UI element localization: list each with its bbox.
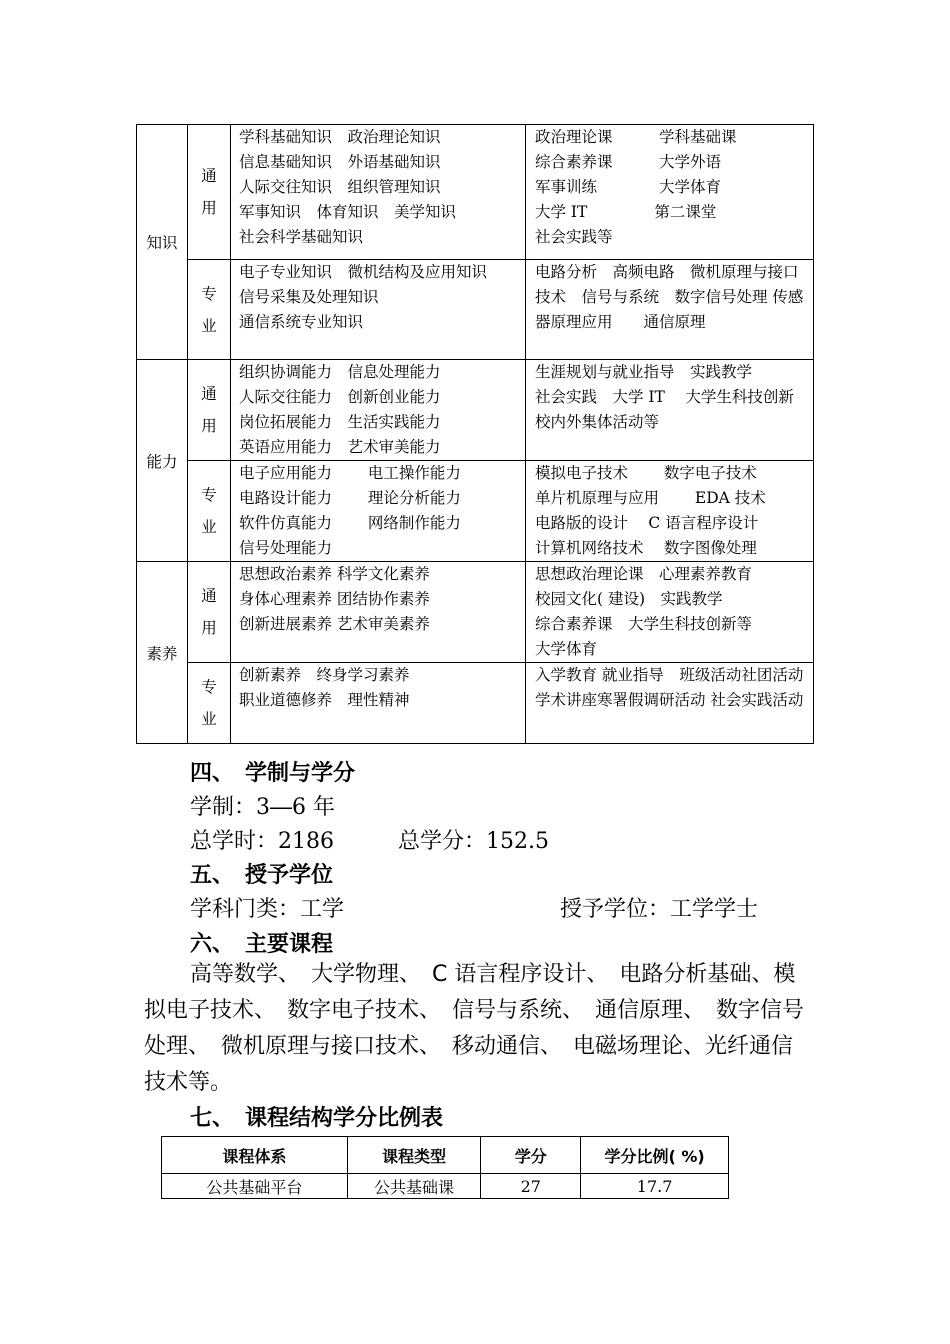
knowledge-major-courses: 电路分析 高频电路 微机原理与接口技术 信号与系统 数字信号处理 传感器原理应用 通信原理 [526, 260, 814, 360]
column-header: 课程类型 [347, 1137, 481, 1174]
table-cell: 公共基础课 [347, 1174, 481, 1199]
table-header-row [162, 1137, 729, 1174]
quality-major-items: 创新素养 终身学习素养 职业道德修养 理性精神 [231, 663, 526, 744]
category-label: 素养 [146, 644, 178, 663]
table-row [137, 260, 814, 360]
table-row [137, 125, 814, 260]
duration-label: 学制： [190, 795, 257, 820]
category-ability [137, 360, 188, 562]
column-header: 课程体系 [162, 1137, 348, 1174]
training-requirements-table [136, 124, 814, 744]
duration-line [190, 790, 335, 821]
knowledge-major-items: 电子专业知识 微机结构及应用知识 信号采集及处理知识 通信系统专业知识 [231, 260, 526, 360]
table-cell: 27 [481, 1174, 581, 1199]
ability-major-courses: 模拟电子技术 数字电子技术 单片机原理与应用 EDA 技术 电路版的设计 C 语言程序设计 计算机网络技术 数字图像处理 [526, 461, 814, 562]
discipline-value: 工学 [300, 897, 345, 922]
total-hours-line [190, 824, 334, 855]
duration-value: 3―6 年 [256, 795, 336, 820]
degree-label: 授予学位： [560, 897, 671, 922]
discipline-label: 学科门类： [190, 897, 301, 922]
sub-label-general: 通 用 [188, 125, 231, 260]
section-heading-degree: 五、 授予学位 [190, 863, 334, 888]
quality-general-courses: 思想政治理论课 心理素养教育 校园文化( 建设) 实践教学 综合素养课 大学生科技创新等 大学体育 [526, 562, 814, 663]
sub-label-general: 通 用 [188, 360, 231, 461]
credit-ratio-table [161, 1136, 729, 1199]
table-row [137, 461, 814, 562]
category-label: 知识 [146, 234, 178, 252]
category-label: 能力 [146, 452, 178, 471]
table-row [137, 562, 814, 663]
total-credits-label: 总学分： [398, 829, 487, 854]
knowledge-general-courses: 政治理论课 学科基础课 综合素养课 大学外语 军事训练 大学体育 大学 IT 第二课堂 社会实践等 [526, 125, 814, 260]
column-header: 学分比例( %) [581, 1137, 729, 1174]
sub-label-general: 通 用 [188, 562, 231, 663]
category-knowledge [137, 125, 188, 360]
knowledge-general-items: 学科基础知识 政治理论知识 信息基础知识 外语基础知识 人际交往知识 组织管理知识 军事知识 体育知识 美学知识 社会科学基础知识 [231, 125, 526, 260]
sub-label-major: 专 业 [188, 260, 231, 360]
section-heading-duration-credits: 四、 学制与学分 [190, 761, 356, 786]
category-quality [137, 562, 188, 744]
quality-general-items: 思想政治素养 科学文化素养 身体心理素养 团结协作素养 创新进展素养 艺术审美素养 [231, 562, 526, 663]
section-heading-credit-ratio: 七、 课程结构学分比例表 [190, 1106, 444, 1131]
sub-label-major: 专 业 [188, 663, 231, 744]
table-cell: 公共基础平台 [162, 1174, 348, 1199]
degree-line [560, 892, 758, 923]
total-credits-value: 152.5 [486, 829, 549, 854]
total-hours-label: 总学时： [190, 829, 279, 854]
column-header: 学分 [481, 1137, 581, 1174]
sub-label-major: 专 业 [188, 461, 231, 562]
ability-major-items: 电子应用能力 电工操作能力 电路设计能力 理论分析能力 软件仿真能力 网络制作能力 信号处理能力 [231, 461, 526, 562]
table-row [162, 1174, 729, 1199]
table-row [137, 663, 814, 744]
total-credits-line [398, 824, 549, 855]
ability-general-items: 组织协调能力 信息处理能力 人际交往能力 创新创业能力 岗位拓展能力 生活实践能力 英语应用能力 艺术审美能力 [231, 360, 526, 461]
main-courses-paragraph: 高等数学、 大学物理、 C 语言程序设计、 电路分析基础、模拟电子技术、 数字电子技术、 信号与系统、 通信原理、 数字信号处理、 微机原理与接口技术、 移动通信、 电磁场理论、光纤通信技术等。 [144, 962, 805, 1095]
table-cell: 17.7 [581, 1174, 729, 1199]
quality-major-courses: 入学教育 就业指导 班级活动社团活动 学术讲座寒署假调研活动 社会实践活动 [526, 663, 814, 744]
discipline-line [190, 892, 344, 923]
degree-value: 工学学士 [670, 897, 759, 922]
total-hours-value: 2186 [278, 829, 335, 854]
ability-general-courses: 生涯规划与就业指导 实践教学 社会实践 大学 IT 大学生科技创新 校内外集体活动等 [526, 360, 814, 461]
table-row [137, 360, 814, 461]
section-heading-main-courses: 六、 主要课程 [190, 932, 334, 957]
